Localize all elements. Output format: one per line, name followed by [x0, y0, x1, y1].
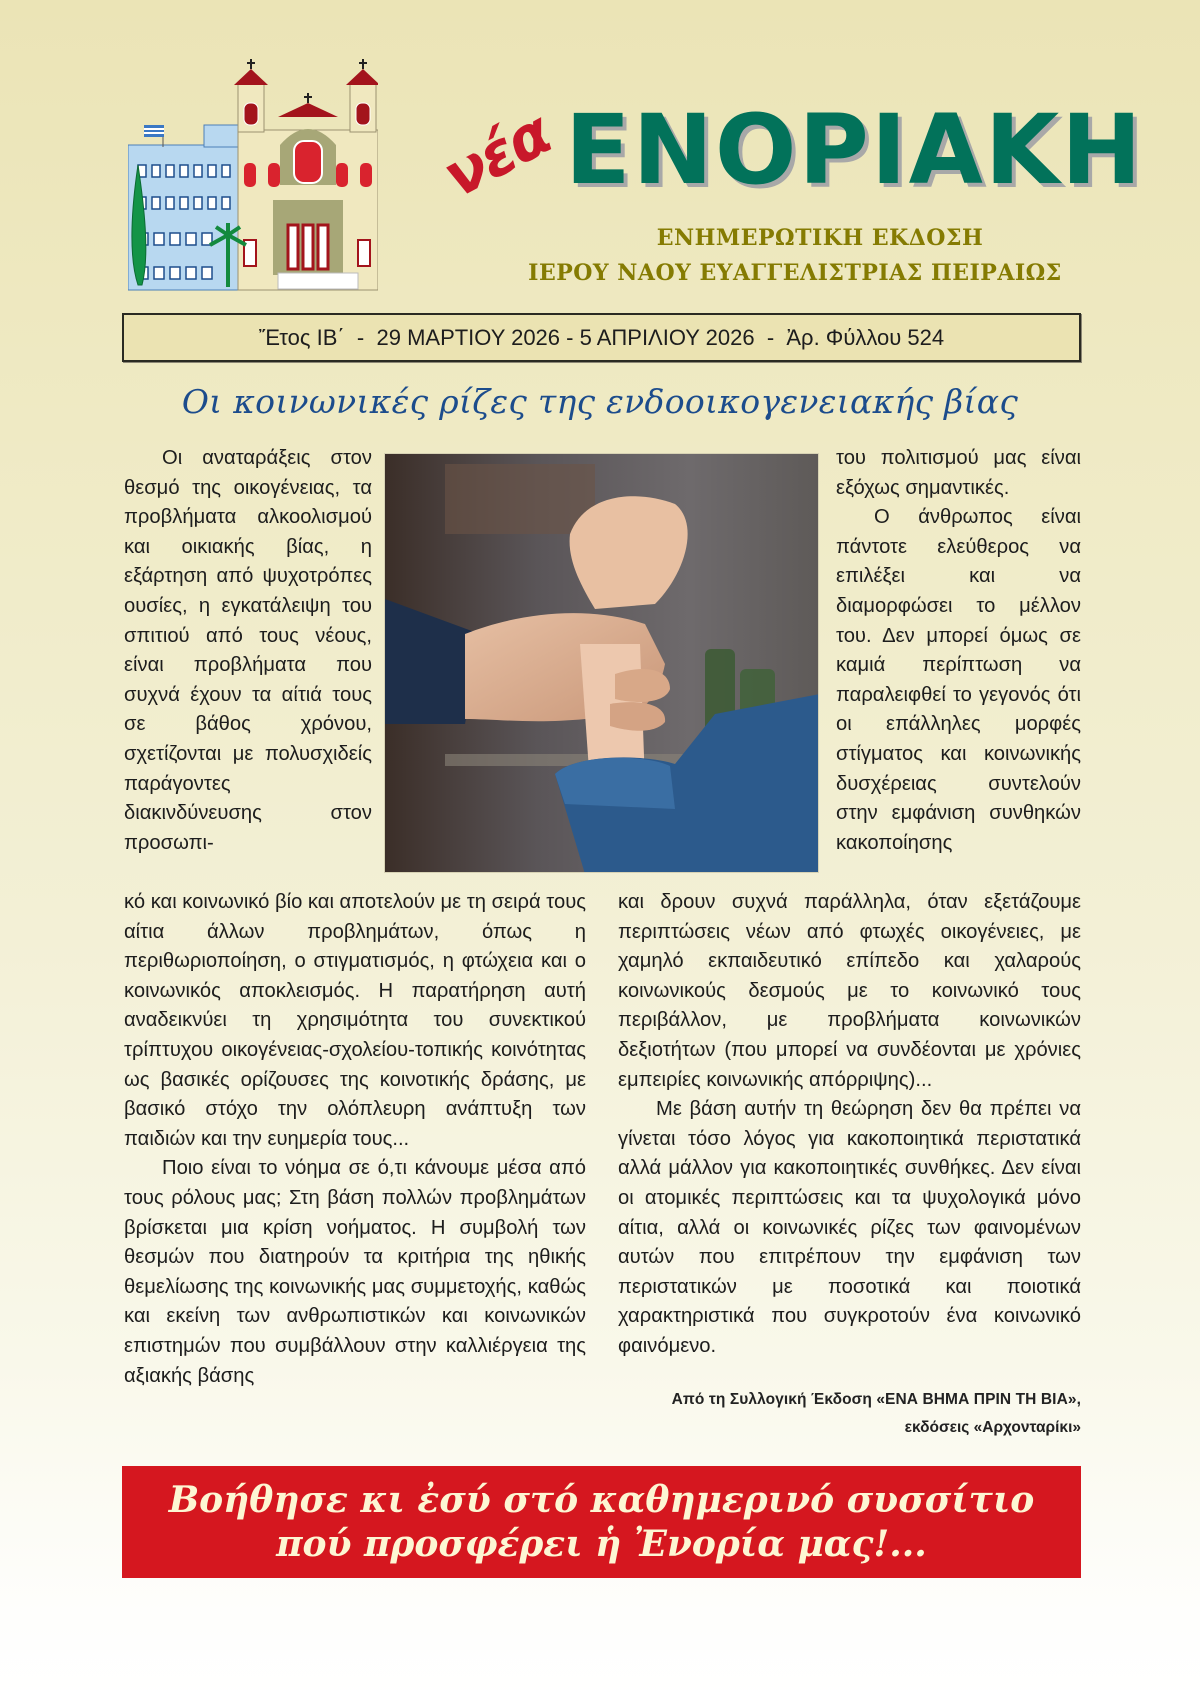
masthead-title: ΕΝΟΡΙΑΚΗ: [565, 94, 1144, 206]
banner-line-1: Βοήθησε κι ἐσύ στό καθημερινό συσσίτιο: [168, 1479, 1035, 1521]
article-paragraph: Οι αναταράξεις στον θεσμό της οικογένειας, τα προβλήματα αλκοολισμού και οικιακής βίας, η εξάρτηση από ψυχοτρόπες ουσίες, η εγκατάλειψη του σπιτιού από τους νέους, είναι προβλήματα που συχνά έχουν τα αίτιά τους σε βάθος χρόνου, σχετίζονται με πολυσχιδείς παράγοντες διακινδύνευσης στον προσωπι-: [124, 447, 372, 854]
article-paragraph: Ποιο είναι το νόημα σε ό,τι κάνουμε μέσα από τους ρόλους μας; Στη βάση πολλών προβλημάτων βρίσκεται μια κρίση νοήματος. Η συμβολή των θεσμών που διατηρούν τα κριτήρια της ηθικής θεμελίωσης της κοινωνικής μας συμμετοχής, καθώς και εκείνη των ανθρωπιστικών και κοινωνικών επιστημών που συμβάλλουν στην καλλιέργεια της αξιακής βάσης: [124, 1157, 586, 1387]
article-column-right-top: [836, 444, 1081, 858]
hand-gripping-wrist-photo-icon: [385, 454, 819, 873]
article-column-left-top: [124, 444, 372, 858]
publisher-credit: εκδόσεις «Αρχονταρίκι»: [904, 1419, 1081, 1436]
parish-name: ΙΕΡΟΥ ΝΑΟΥ ΕΥΑΓΓΕΛΙΣΤΡΙΑΣ ΠΕΙΡΑΙΩΣ: [528, 260, 1062, 286]
article-photo: [384, 453, 819, 873]
issue-info-band: [122, 313, 1081, 362]
soup-kitchen-appeal-banner: [122, 1466, 1081, 1578]
article-title: Οι κοινωνικές ρίζες της ενδοοικογενειακής βίας: [181, 382, 1019, 421]
article-column-right-bottom: [618, 888, 1081, 1362]
article-paragraph: Με βάση αυτήν τη θεώρηση δεν θα πρέπει να γίνεται τόσο λόγος για κακοποιητικά περιστατικά αλλά μάλλον για κακοποιητικές συνθήκες. Δεν είναι οι ατομικές περιπτώσεις και τα ψυχολογικά μόνο αίτια, αλλά οι κοινωνικές ρίζες των φαινομένων αυτών που επιτρέπουν την εμφάνιση των περιστατικών με ποσοτικά και ποιοτικά χαρακτηριστικά που συγκροτούν ένα κοινωνικό φαινόμενο.: [618, 1098, 1081, 1357]
logo-nea: νέα: [432, 98, 562, 212]
article-paragraph: Ο άνθρωπος είναι πάντοτε ελεύθερος να επιλέξει και να διαμορφώσει το μέλλον του. Δεν μπορεί όμως σε καμιά περίπτωση να παραλειφθεί το γεγονός ότι οι επάλληλες μορφές στίγματος και κοινωνικής δυσχέρειας συντελούν στην εμφάνιση συνθηκών κακοποίησης: [836, 506, 1081, 854]
article-paragraph: κό και κοινωνικό βίο και αποτελούν με τη σειρά τους αίτια άλλων προβλημάτων, όπως η περιθωριοποίηση, ο στιγματισμός, η φτώχεια και ο κοινωνικός αποκλεισμός. Η παρατήρηση αυτή αναδεικνύει τη χρησιμότητα του συνεκτικού τρίπτυχου οικογένειας-σχολείου-τοπικής κοινότητας ως βασικές ορίζουσες της κοινοτικής δράσης, με βασικό στόχο την ολόπλευρη ανάπτυξη των παιδιών και την ευημερία τους...: [124, 891, 586, 1150]
issue-info-text: Ἔτος ΙΒ΄ - 29 ΜΑΡΤΙΟΥ 2026 - 5 ΑΠΡΙΛΙΟΥ 2026 - Ἀρ. Φύλλου 524: [258, 324, 945, 350]
article-paragraph: του πολιτισμού μας είναι εξόχως σημαντικές.: [836, 447, 1081, 499]
article-column-left-bottom: [124, 888, 586, 1391]
church-building-icon: [128, 55, 378, 295]
church-illustration: [128, 55, 378, 295]
source-credit: Από τη Συλλογική Έκδοση «ΕΝΑ ΒΗΜΑ ΠΡΙΝ ΤΗ ΒΙΑ»,: [671, 1391, 1081, 1408]
banner-line-2: πού προσφέρει ἡ Ἐνορία μας!...: [276, 1523, 927, 1565]
publication-subtitle: ΕΝΗΜΕΡΩΤΙΚΗ ΕΚΔΟΣΗ: [656, 225, 984, 251]
article-paragraph: και δρουν συχνά παράλληλα, όταν εξετάζουμε περιπτώσεις νέων από φτωχές οικογένειες, με χαμηλό εκπαιδευτικό επίπεδο και χαλαρούς κοινωνικούς δεσμούς με το κοινωνικό τους περιβάλλον, με προβλήματα κοινωνικών δεξιοτήτων (που μπορεί να συνδέονται με χρόνιες εμπειρίες κοινωνικής απόρριψης)...: [618, 891, 1081, 1091]
